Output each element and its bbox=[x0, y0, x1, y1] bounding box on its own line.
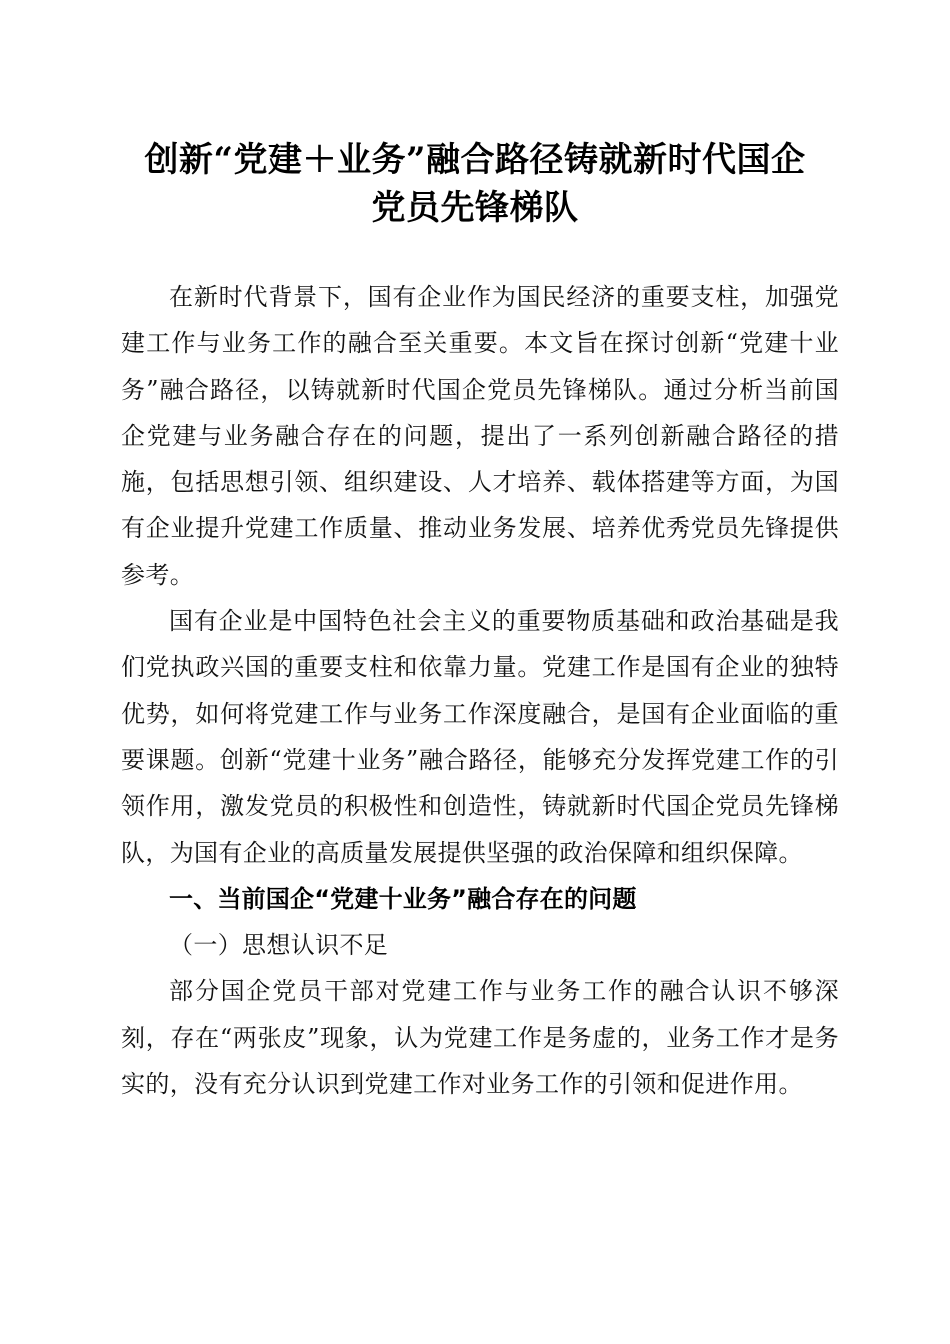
section-heading: 一、当前国企“党建十业务”融合存在的问题 bbox=[169, 884, 637, 913]
title-line-1: 创新“党建＋业务”融合路径铸就新时代国企 bbox=[144, 140, 806, 180]
subsection-paragraph: 部分国企党员干部对党建工作与业务工作的融合认识不够深刻，存在“两张皮”现象，认为党建工作是务虚的，业务工作才是务实的，没有充分认识到党建工作对业务工作的引领和促进作用。 bbox=[121, 977, 839, 1099]
document-title bbox=[80, 136, 870, 232]
subsection-heading: （一）思想认识不足 bbox=[169, 931, 389, 960]
abstract-paragraph: 在新时代背景下，国有企业作为国民经济的重要支柱，加强党建工作与业务工作的融合至关重要。本文旨在探讨创新“党建十业务”融合路径，以铸就新时代国企党员先锋梯队。通过分析当前国企党建与业务融合存在的问题，提出了一系列创新融合路径的措施，包括思想引领、组织建设、人才培养、载体搭建等方面，为国有企业提升党建工作质量、推动业务发展、培养优秀党员先锋提供参考。 bbox=[121, 283, 839, 589]
document-body bbox=[121, 274, 839, 1107]
intro-paragraph: 国有企业是中国特色社会主义的重要物质基础和政治基础是我们党执政兴国的重要支柱和依靠力量。党建工作是国有企业的独特优势，如何将党建工作与业务工作深度融合，是国有企业面临的重要课题。创新“党建十业务”融合路径，能够充分发挥党建工作的引领作用，激发党员的积极性和创造性，铸就新时代国企党员先锋梯队，为国有企业的高质量发展提供坚强的政治保障和组织保障。 bbox=[121, 607, 839, 867]
title-line-2: 党员先锋梯队 bbox=[371, 188, 579, 228]
